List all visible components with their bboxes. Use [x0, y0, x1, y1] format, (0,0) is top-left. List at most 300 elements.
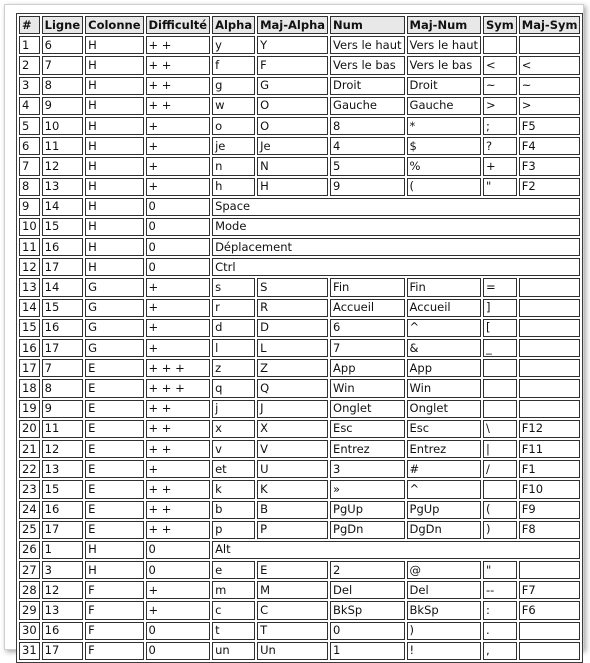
table-cell — [519, 359, 581, 377]
table-cell: 0 — [330, 622, 404, 640]
table-cell: 8 — [42, 77, 84, 95]
table-cell: PgUp — [330, 501, 404, 519]
header-ligne: Ligne — [42, 16, 84, 34]
table-cell: r — [212, 299, 255, 317]
table-cell — [519, 622, 581, 640]
table-cell: + — [146, 299, 211, 317]
table-cell: + — [483, 157, 517, 175]
table-cell — [519, 278, 581, 296]
table-cell: H — [85, 238, 143, 256]
table-cell: H — [85, 218, 143, 236]
table-cell: + — [146, 178, 211, 196]
table-row — [19, 117, 580, 135]
table-cell: je — [212, 137, 255, 155]
table-cell: 14 — [42, 278, 84, 296]
table-cell: 16 — [42, 319, 84, 337]
table-cell: 6 — [19, 137, 40, 155]
table-cell: + — [146, 319, 211, 337]
table-cell: 5 — [330, 157, 404, 175]
table-row — [19, 622, 580, 640]
table-cell: [ — [483, 319, 517, 337]
table-cell: 13 — [42, 601, 84, 619]
table-cell: 10 — [19, 218, 40, 236]
header-colonne: Colonne — [85, 16, 143, 34]
table-cell: G — [85, 299, 143, 317]
table-row — [19, 642, 580, 660]
table-cell — [483, 400, 517, 418]
table-cell: 0 — [146, 238, 211, 256]
table-cell: R — [257, 299, 328, 317]
table-cell: 9 — [19, 198, 40, 216]
table-cell: Un — [257, 642, 328, 660]
table-cell: Accueil — [330, 299, 404, 317]
table-cell: Onglet — [330, 400, 404, 418]
table-row — [19, 339, 580, 357]
table-cell: v — [212, 440, 255, 458]
table-cell: + + — [146, 501, 211, 519]
table-cell: 21 — [19, 440, 40, 458]
table-cell: Gauche — [330, 97, 404, 115]
table-cell: Del — [407, 581, 481, 599]
table-cell: Vers le haut — [407, 36, 481, 54]
table-cell: 15 — [42, 299, 84, 317]
table-cell: Entrez — [407, 440, 481, 458]
table-cell: 19 — [19, 400, 40, 418]
table-cell: U — [257, 460, 328, 478]
table-cell: + + — [146, 420, 211, 438]
table-cell: F8 — [519, 521, 581, 539]
table-cell: 17 — [19, 359, 40, 377]
table-cell: F12 — [519, 420, 581, 438]
table-cell: F7 — [519, 581, 581, 599]
header-maj-num: Maj-Num — [407, 16, 481, 34]
table-cell: ( — [483, 501, 517, 519]
table-cell: 20 — [19, 420, 40, 438]
table-cell: -- — [483, 581, 517, 599]
table-cell — [519, 642, 581, 660]
table-cell: F10 — [519, 480, 581, 498]
table-cell: + — [146, 601, 211, 619]
table-cell: 7 — [19, 157, 40, 175]
page-frame — [4, 4, 584, 658]
table-cell: ; — [483, 117, 517, 135]
table-cell: c — [212, 601, 255, 619]
table-cell: Fin — [330, 278, 404, 296]
table-cell: 14 — [19, 299, 40, 317]
table-cell: 4 — [19, 97, 40, 115]
table-cell — [483, 36, 517, 54]
table-cell: $ — [407, 137, 481, 155]
table-cell: Je — [257, 137, 328, 155]
table-cell: ) — [407, 622, 481, 640]
table-cell: * — [407, 117, 481, 135]
table-cell: + + — [146, 36, 211, 54]
table-cell: Vers le bas — [330, 56, 404, 74]
table-cell: | — [483, 440, 517, 458]
table-cell: H — [85, 97, 143, 115]
table-cell: 16 — [42, 501, 84, 519]
table-cell: b — [212, 501, 255, 519]
table-cell: ? — [483, 137, 517, 155]
table-row — [19, 198, 580, 216]
table-cell: H — [85, 541, 143, 559]
table-cell: F9 — [519, 501, 581, 519]
table-cell: 14 — [42, 198, 84, 216]
table-cell: ) — [483, 521, 517, 539]
table-cell: App — [330, 359, 404, 377]
table-cell: 13 — [19, 278, 40, 296]
table-cell: K — [257, 480, 328, 498]
table-cell: 0 — [146, 541, 211, 559]
table-cell: f — [212, 56, 255, 74]
table-cell: Ctrl — [212, 258, 580, 276]
table-cell: H — [85, 56, 143, 74]
table-cell: F1 — [519, 460, 581, 478]
table-cell — [519, 379, 581, 397]
table-cell: G — [85, 339, 143, 357]
table-cell: L — [257, 339, 328, 357]
table-cell: Entrez — [330, 440, 404, 458]
table-cell: et — [212, 460, 255, 478]
table-cell: ( — [407, 178, 481, 196]
table-cell: 2 — [19, 56, 40, 74]
table-cell: 11 — [42, 137, 84, 155]
table-cell: 6 — [42, 36, 84, 54]
table-cell: V — [257, 440, 328, 458]
table-cell: Droit — [330, 77, 404, 95]
table-cell: E — [85, 400, 143, 418]
table-cell: BkSp — [407, 601, 481, 619]
table-cell: 28 — [19, 581, 40, 599]
header-maj-alpha: Maj-Alpha — [257, 16, 328, 34]
table-cell: Déplacement — [212, 238, 580, 256]
table-cell: 29 — [19, 601, 40, 619]
table-row — [19, 440, 580, 458]
table-cell: H — [85, 117, 143, 135]
table-cell: H — [85, 137, 143, 155]
table-cell: 12 — [19, 258, 40, 276]
table-cell: + — [146, 460, 211, 478]
table-row — [19, 157, 580, 175]
table-cell: 7 — [330, 339, 404, 357]
table-cell: ^ — [407, 319, 481, 337]
table-row — [19, 460, 580, 478]
table-cell: Alt — [212, 541, 580, 559]
table-cell: w — [212, 97, 255, 115]
table-body — [19, 36, 580, 660]
table-cell: o — [212, 117, 255, 135]
table-cell: F — [85, 601, 143, 619]
table-cell: H — [85, 36, 143, 54]
table-cell: < — [483, 56, 517, 74]
table-cell: Win — [330, 379, 404, 397]
table-cell: B — [257, 501, 328, 519]
table-cell: Y — [257, 36, 328, 54]
table-cell: Esc — [330, 420, 404, 438]
table-cell: App — [407, 359, 481, 377]
table-cell: E — [257, 561, 328, 579]
table-row — [19, 420, 580, 438]
table-cell: F — [85, 581, 143, 599]
table-cell: + — [146, 581, 211, 599]
table-cell: 25 — [19, 521, 40, 539]
table-cell: » — [330, 480, 404, 498]
table-cell: F11 — [519, 440, 581, 458]
table-cell: k — [212, 480, 255, 498]
table-cell: PgUp — [407, 501, 481, 519]
table-cell: DgDn — [407, 521, 481, 539]
table-cell: 0 — [146, 198, 211, 216]
header-index: # — [19, 16, 40, 34]
table-cell: + + — [146, 56, 211, 74]
table-cell: + + — [146, 400, 211, 418]
table-cell: 7 — [42, 359, 84, 377]
table-cell: Vers le bas — [407, 56, 481, 74]
table-cell: z — [212, 359, 255, 377]
table-cell: E — [85, 359, 143, 377]
header-alpha: Alpha — [212, 16, 255, 34]
header-difficulte: Difficulté — [146, 16, 211, 34]
table-cell: + + + — [146, 379, 211, 397]
table-cell — [483, 379, 517, 397]
table-cell: F2 — [519, 178, 581, 196]
table-cell: Space — [212, 198, 580, 216]
table-cell — [519, 339, 581, 357]
table-cell: F4 — [519, 137, 581, 155]
table-cell: % — [407, 157, 481, 175]
table-cell: 11 — [42, 420, 84, 438]
table-cell: O — [257, 117, 328, 135]
table-cell: + + — [146, 480, 211, 498]
table-cell: 1 — [330, 642, 404, 660]
table-cell: H — [85, 198, 143, 216]
table-row — [19, 319, 580, 337]
table-row — [19, 238, 580, 256]
table-cell: + + — [146, 440, 211, 458]
table-cell: 23 — [19, 480, 40, 498]
table-cell: X — [257, 420, 328, 438]
table-cell: M — [257, 581, 328, 599]
table-cell: n — [212, 157, 255, 175]
table-cell: + — [146, 137, 211, 155]
table-cell: Del — [330, 581, 404, 599]
table-cell: 31 — [19, 642, 40, 660]
table-cell: 30 — [19, 622, 40, 640]
table-row — [19, 258, 580, 276]
table-cell: E — [85, 521, 143, 539]
table-row — [19, 218, 580, 236]
table-cell: 6 — [330, 319, 404, 337]
table-cell: 17 — [42, 521, 84, 539]
table-cell: Fin — [407, 278, 481, 296]
table-cell: G — [85, 278, 143, 296]
table-cell: E — [85, 460, 143, 478]
table-cell: Z — [257, 359, 328, 377]
table-cell: Esc — [407, 420, 481, 438]
table-cell: + + — [146, 521, 211, 539]
table-cell: Vers le haut — [330, 36, 404, 54]
header-maj-sym: Maj-Sym — [519, 16, 581, 34]
table-cell: 13 — [42, 460, 84, 478]
table-cell: # — [407, 460, 481, 478]
table-cell — [519, 319, 581, 337]
table-row — [19, 501, 580, 519]
table-cell: H — [85, 561, 143, 579]
table-cell: 2 — [330, 561, 404, 579]
table-cell: q — [212, 379, 255, 397]
table-cell: / — [483, 460, 517, 478]
table-cell: Onglet — [407, 400, 481, 418]
table-cell: H — [85, 157, 143, 175]
table-cell: G — [85, 319, 143, 337]
table-cell: ! — [407, 642, 481, 660]
table-cell: h — [212, 178, 255, 196]
table-cell: F3 — [519, 157, 581, 175]
table-row — [19, 359, 580, 377]
table-cell: 8 — [330, 117, 404, 135]
table-cell: < — [519, 56, 581, 74]
table-cell: 3 — [19, 77, 40, 95]
table-cell: 9 — [42, 97, 84, 115]
table-cell — [519, 561, 581, 579]
table-cell: Accueil — [407, 299, 481, 317]
table-row — [19, 480, 580, 498]
table-cell: 27 — [19, 561, 40, 579]
table-cell: = — [483, 278, 517, 296]
table-cell: G — [257, 77, 328, 95]
table-cell: + — [146, 339, 211, 357]
table-row — [19, 97, 580, 115]
table-cell: PgDn — [330, 521, 404, 539]
table-cell: 12 — [42, 157, 84, 175]
table-cell: T — [257, 622, 328, 640]
table-cell: 3 — [330, 460, 404, 478]
table-cell — [519, 400, 581, 418]
table-cell: Win — [407, 379, 481, 397]
table-cell: E — [85, 501, 143, 519]
table-row — [19, 541, 580, 559]
table-cell: + — [146, 117, 211, 135]
table-cell: N — [257, 157, 328, 175]
table-cell: \ — [483, 420, 517, 438]
table-cell: g — [212, 77, 255, 95]
table-cell: J — [257, 400, 328, 418]
table-cell: + + + — [146, 359, 211, 377]
table-cell: 15 — [19, 319, 40, 337]
table-cell: Q — [257, 379, 328, 397]
table-cell — [483, 480, 517, 498]
table-cell: y — [212, 36, 255, 54]
table-cell — [483, 359, 517, 377]
table-cell: 0 — [146, 258, 211, 276]
table-cell: F5 — [519, 117, 581, 135]
table-row — [19, 601, 580, 619]
table-cell: 9 — [42, 400, 84, 418]
table-cell: ] — [483, 299, 517, 317]
table-cell: l — [212, 339, 255, 357]
table-cell: 10 — [42, 117, 84, 135]
table-cell: 18 — [19, 379, 40, 397]
table-row — [19, 77, 580, 95]
table-cell: j — [212, 400, 255, 418]
table-cell: > — [483, 97, 517, 115]
table-cell: 15 — [42, 480, 84, 498]
table-cell: @ — [407, 561, 481, 579]
table-cell: 26 — [19, 541, 40, 559]
table-cell: " — [483, 178, 517, 196]
table-row — [19, 299, 580, 317]
table-cell: ^ — [407, 480, 481, 498]
table-cell: F — [85, 622, 143, 640]
table-cell: 12 — [42, 440, 84, 458]
table-cell: 17 — [42, 258, 84, 276]
table-cell: 4 — [330, 137, 404, 155]
table-cell: Droit — [407, 77, 481, 95]
table-cell: p — [212, 521, 255, 539]
table-cell: 9 — [330, 178, 404, 196]
table-cell: " — [483, 561, 517, 579]
table-cell: 5 — [19, 117, 40, 135]
table-cell: 1 — [42, 541, 84, 559]
table-cell: O — [257, 97, 328, 115]
table-row — [19, 36, 580, 54]
key-mapping-table — [16, 13, 583, 663]
table-cell: 15 — [42, 218, 84, 236]
table-cell: 16 — [19, 339, 40, 357]
table-cell: 12 — [42, 581, 84, 599]
table-row — [19, 581, 580, 599]
table-cell — [519, 299, 581, 317]
table-cell: H — [85, 178, 143, 196]
table-cell: 24 — [19, 501, 40, 519]
table-cell: + — [146, 157, 211, 175]
table-row — [19, 137, 580, 155]
table-cell: ~ — [483, 77, 517, 95]
table-cell: x — [212, 420, 255, 438]
table-cell: H — [257, 178, 328, 196]
table-cell: s — [212, 278, 255, 296]
table-cell: e — [212, 561, 255, 579]
table-cell: & — [407, 339, 481, 357]
table-cell: E — [85, 420, 143, 438]
table-cell: 0 — [146, 642, 211, 660]
table-cell: S — [257, 278, 328, 296]
table-cell: H — [85, 77, 143, 95]
table-cell: 16 — [42, 238, 84, 256]
table-cell: 7 — [42, 56, 84, 74]
header-sym: Sym — [483, 16, 517, 34]
table-cell: . — [483, 622, 517, 640]
table-cell: + + — [146, 97, 211, 115]
table-cell: 16 — [42, 622, 84, 640]
table-cell: F — [85, 642, 143, 660]
table-cell: 11 — [19, 238, 40, 256]
table-cell: m — [212, 581, 255, 599]
table-cell: d — [212, 319, 255, 337]
table-cell: F6 — [519, 601, 581, 619]
table-cell: H — [85, 258, 143, 276]
table-cell: + — [146, 278, 211, 296]
table-cell: BkSp — [330, 601, 404, 619]
table-cell: Mode — [212, 218, 580, 236]
table-row — [19, 178, 580, 196]
table-cell: 17 — [42, 642, 84, 660]
table-cell: + + — [146, 77, 211, 95]
table-row — [19, 400, 580, 418]
header-num: Num — [330, 16, 404, 34]
table-cell: 1 — [19, 36, 40, 54]
table-cell: 8 — [19, 178, 40, 196]
